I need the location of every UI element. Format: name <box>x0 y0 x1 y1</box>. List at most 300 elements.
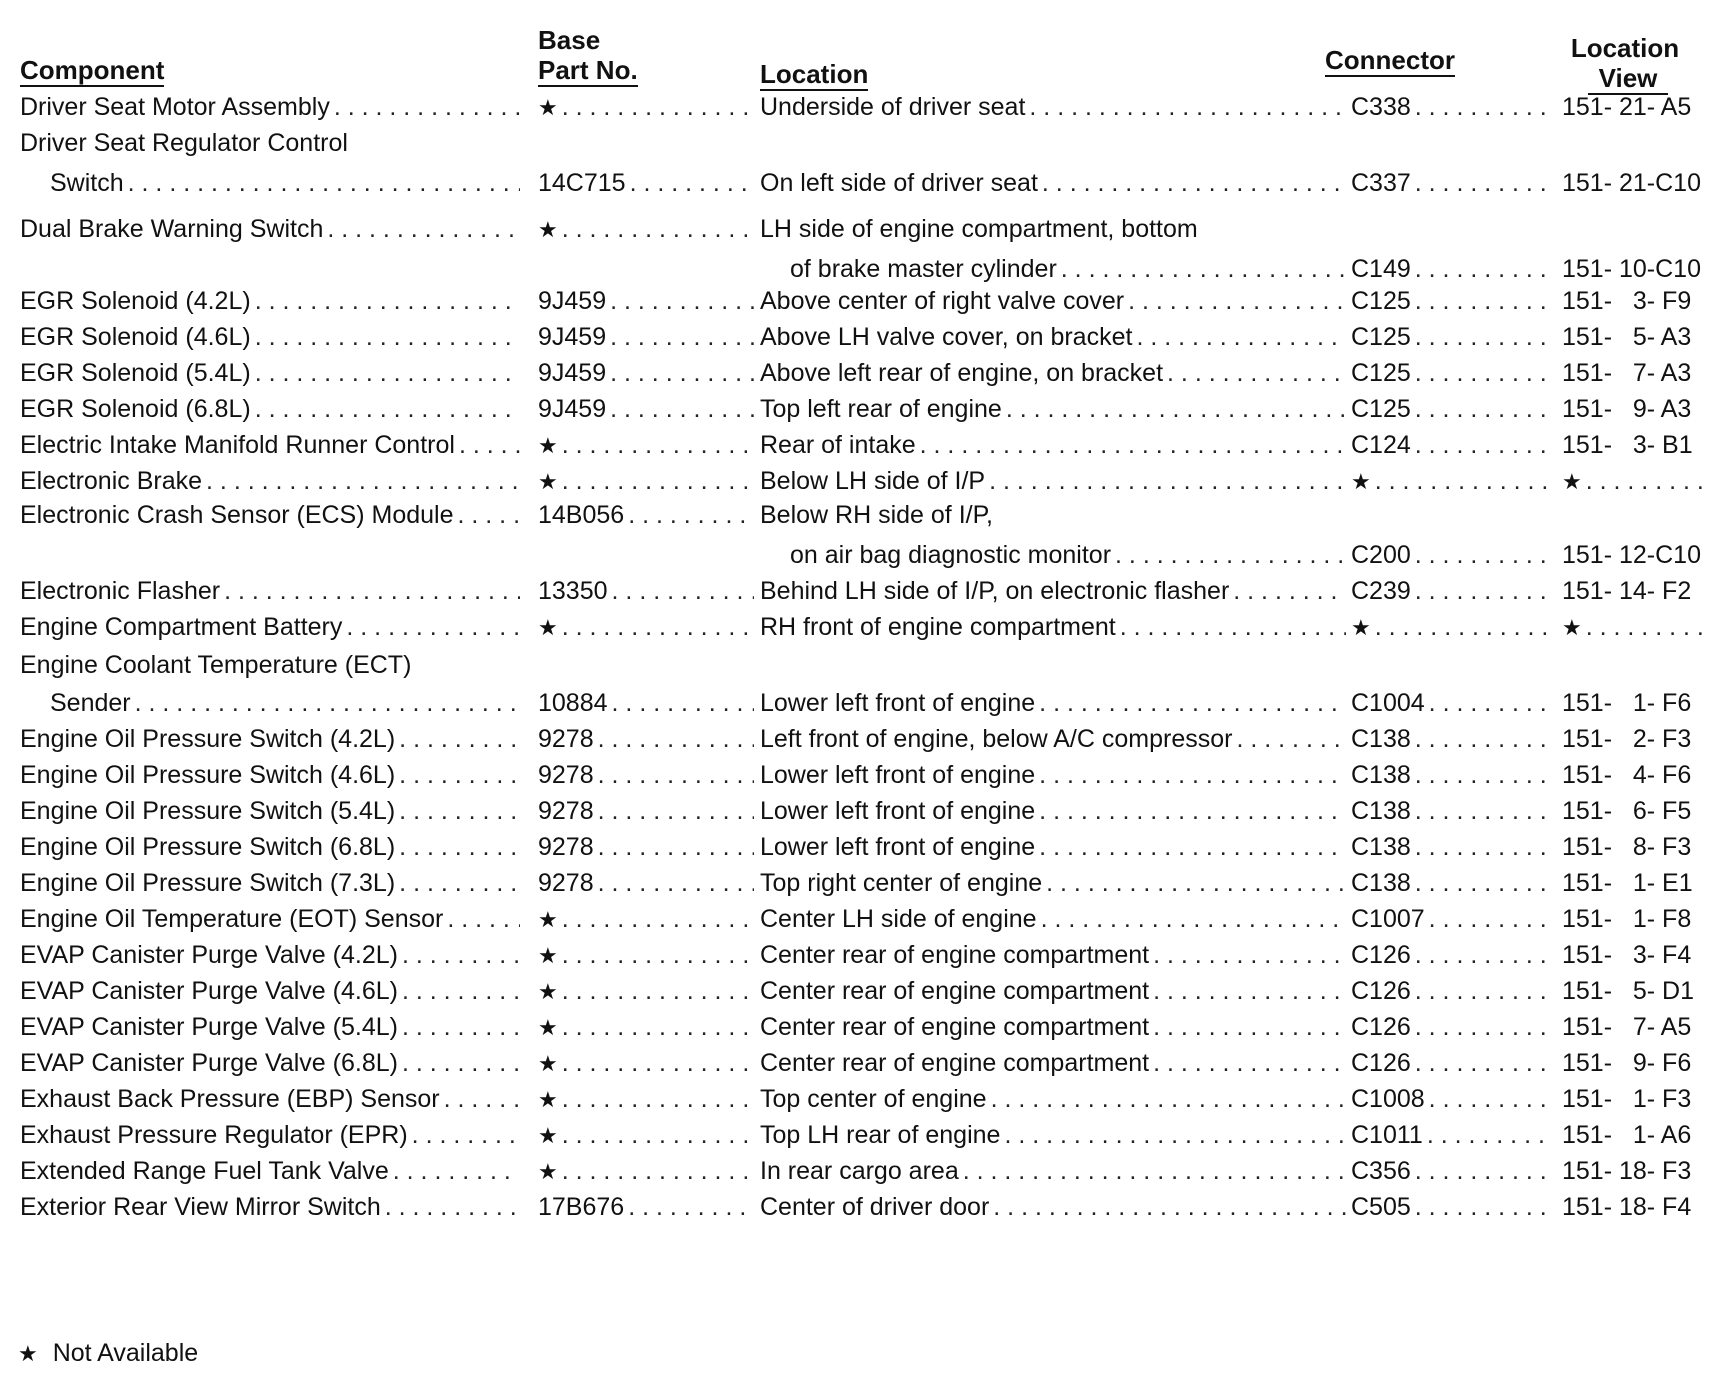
connector-cell <box>1351 904 1556 934</box>
location-view-cell <box>1562 1048 1712 1078</box>
location-cell-text: Center rear of engine compartment <box>760 941 1150 969</box>
part-no-cell <box>538 1048 756 1079</box>
connector-cell-text: C138 <box>1351 869 1411 897</box>
dot-leader <box>1429 904 1554 934</box>
connector-cell-text: C125 <box>1351 323 1411 351</box>
component-cell <box>20 214 522 244</box>
part-no-cell <box>538 358 756 388</box>
component-cell <box>20 976 522 1006</box>
dot-leader <box>1236 724 1346 754</box>
location-cell <box>760 612 1348 642</box>
location-view-cell-text: 151- 21- A5 <box>1562 93 1692 121</box>
component-cell-text: Engine Oil Pressure Switch (7.3L) <box>20 869 396 897</box>
component-cell-text: Electric Intake Manifold Runner Control <box>20 431 455 459</box>
connector-cell <box>1351 1120 1556 1150</box>
dot-leader <box>1233 576 1346 606</box>
location-cell <box>760 466 1348 496</box>
part-no-cell <box>538 832 756 862</box>
location-view-cell <box>1562 832 1712 862</box>
location-cell <box>760 796 1348 826</box>
component-cell <box>20 286 522 316</box>
part-no-cell-text: 14B056 <box>538 501 625 529</box>
component-cell-text: Driver Seat Regulator Control <box>20 129 348 157</box>
location-cell <box>760 868 1348 898</box>
location-cell <box>760 832 1348 862</box>
part-no-cell <box>538 430 756 461</box>
location-cell <box>760 940 1348 970</box>
part-no-cell-text: 9278 <box>538 761 594 789</box>
location-view-cell <box>1562 868 1712 898</box>
part-no-cell <box>538 688 756 718</box>
dot-leader <box>1415 394 1554 424</box>
connector-cell-text: C356 <box>1351 1157 1411 1185</box>
part-no-cell <box>538 466 756 497</box>
location-cell <box>760 214 1348 244</box>
header-location <box>760 59 868 91</box>
dot-leader <box>1586 612 1710 642</box>
location-cell-text: Center of driver door <box>760 1193 990 1221</box>
connector-cell <box>1351 92 1556 122</box>
location-cell <box>760 724 1348 754</box>
location-view-cell-text: 151- 6- F5 <box>1562 797 1692 825</box>
location-view-cell <box>1562 1120 1712 1150</box>
connector-cell <box>1351 724 1556 754</box>
header-location-view <box>1570 33 1680 95</box>
dot-leader <box>562 1084 754 1114</box>
component-cell-text: Switch <box>50 169 124 197</box>
location-cell-text: Top left rear of engine <box>760 395 1002 423</box>
location-view-cell <box>1562 576 1712 606</box>
location-view-cell <box>1562 358 1712 388</box>
location-view-cell-text: 151- 14- F2 <box>1562 577 1692 605</box>
component-cell <box>20 940 522 970</box>
component-cell-text: Engine Compartment Battery <box>20 613 343 641</box>
component-cell-text: Engine Oil Pressure Switch (5.4L) <box>20 797 396 825</box>
location-cell <box>760 1192 1348 1222</box>
location-cell <box>760 760 1348 790</box>
part-no-cell <box>538 1156 756 1187</box>
dot-leader <box>402 940 520 970</box>
location-cell-text: Lower left front of engine <box>760 689 1036 717</box>
component-cell <box>20 394 522 424</box>
dot-leader <box>1415 1192 1554 1222</box>
location-cell-text: Above LH valve cover, on bracket <box>760 323 1133 351</box>
location-cell-text: Above left rear of engine, on bracket <box>760 359 1164 387</box>
location-cell-text: Behind LH side of I/P, on electronic flasher <box>760 577 1230 605</box>
connector-cell-text: C239 <box>1351 577 1411 605</box>
dot-leader <box>399 868 520 898</box>
location-view-cell <box>1562 612 1712 643</box>
dot-leader <box>1415 940 1554 970</box>
component-cell-text: EGR Solenoid (4.6L) <box>20 323 251 351</box>
location-cell <box>760 1012 1348 1042</box>
dot-leader <box>1415 168 1554 198</box>
location-cell-text: Underside of driver seat <box>760 93 1026 121</box>
dot-leader <box>399 760 520 790</box>
dot-leader <box>412 1120 520 1150</box>
dot-leader <box>1586 466 1710 496</box>
dot-leader <box>612 688 754 718</box>
dot-leader <box>963 1156 1346 1186</box>
location-cell <box>760 1120 1348 1150</box>
header-component <box>20 55 164 87</box>
connector-cell-text: C126 <box>1351 1013 1411 1041</box>
component-cell-text: Engine Coolant Temperature (ECT) <box>20 651 412 679</box>
location-cell-text: Below RH side of I/P, <box>760 501 993 529</box>
location-view-cell <box>1562 1012 1712 1042</box>
dot-leader <box>1429 688 1554 718</box>
location-view-cell <box>1562 430 1712 460</box>
part-no-cell <box>538 92 756 123</box>
dot-leader <box>128 168 520 198</box>
connector-cell <box>1351 1048 1556 1078</box>
component-cell <box>50 688 522 718</box>
location-view-cell <box>1562 760 1712 790</box>
header-connector <box>1325 45 1455 77</box>
header-base-label: Base <box>538 25 601 55</box>
dot-leader <box>1042 168 1346 198</box>
part-no-cell <box>538 168 756 198</box>
component-cell-text: Electronic Flasher <box>20 577 221 605</box>
component-cell <box>20 612 522 642</box>
connector-cell <box>1351 832 1556 862</box>
part-no-cell <box>538 214 756 245</box>
location-view-cell-text: 151- 18- F3 <box>1562 1157 1692 1185</box>
part-no-cell-text: 9278 <box>538 797 594 825</box>
dot-leader <box>598 760 754 790</box>
dot-leader <box>1375 466 1554 496</box>
location-view-cell <box>1562 168 1712 198</box>
part-no-cell-text: 9J459 <box>538 359 607 387</box>
component-cell-text: Electronic Brake <box>20 467 203 495</box>
component-cell <box>20 358 522 388</box>
connector-cell <box>1351 688 1556 718</box>
dot-leader <box>1415 760 1554 790</box>
location-view-cell-text: 151- 9- F6 <box>1562 1049 1692 1077</box>
dot-leader <box>1128 286 1346 316</box>
part-no-cell-text: ★ <box>538 95 558 120</box>
part-no-cell <box>538 904 756 935</box>
location-view-cell <box>1562 796 1712 826</box>
dot-leader <box>402 1048 520 1078</box>
location-view-cell <box>1562 394 1712 424</box>
dot-leader <box>598 796 754 826</box>
connector-cell <box>1351 466 1556 497</box>
dot-leader <box>206 466 520 496</box>
location-cell <box>760 1156 1348 1186</box>
location-view-cell-text: 151- 3- B1 <box>1562 431 1693 459</box>
connector-cell-text: C338 <box>1351 93 1411 121</box>
dot-leader <box>1029 92 1346 122</box>
dot-leader <box>1120 612 1346 642</box>
dot-leader <box>562 92 754 122</box>
component-cell-text: EVAP Canister Purge Valve (6.8L) <box>20 1049 398 1077</box>
dot-leader <box>562 1012 754 1042</box>
location-view-cell-text: 151- 1- F8 <box>1562 905 1692 933</box>
part-no-cell <box>538 322 756 352</box>
connector-cell <box>1351 358 1556 388</box>
dot-leader <box>399 832 520 862</box>
location-view-cell <box>1562 286 1712 316</box>
connector-cell-text: C126 <box>1351 1049 1411 1077</box>
dot-leader <box>993 1192 1346 1222</box>
dot-leader <box>1415 1012 1554 1042</box>
component-cell-text: Dual Brake Warning Switch <box>20 215 324 243</box>
location-cell-text: Center rear of engine compartment <box>760 977 1150 1005</box>
component-cell-text: EGR Solenoid (4.2L) <box>20 287 251 315</box>
connector-cell <box>1351 322 1556 352</box>
connector-cell <box>1351 1156 1556 1186</box>
component-cell-text: Engine Oil Pressure Switch (4.6L) <box>20 761 396 789</box>
dot-leader <box>402 976 520 1006</box>
part-no-cell <box>538 1084 756 1115</box>
dot-leader <box>399 724 520 754</box>
location-view-cell-text: 151- 9- A3 <box>1562 395 1692 423</box>
component-cell <box>20 650 522 680</box>
dot-leader <box>1136 322 1346 352</box>
dot-leader <box>1167 358 1346 388</box>
part-no-cell <box>538 612 756 643</box>
connector-cell-text: C149 <box>1351 255 1411 283</box>
connector-cell-text: C1008 <box>1351 1085 1425 1113</box>
dot-leader <box>1415 1156 1554 1186</box>
dot-leader <box>1415 540 1554 570</box>
location-view-cell-text: 151- 5- D1 <box>1562 977 1695 1005</box>
location-cell-text: Lower left front of engine <box>760 797 1036 825</box>
location-view-cell-text: 151- 1- F6 <box>1562 689 1692 717</box>
dot-leader <box>1006 394 1346 424</box>
dot-leader <box>1041 904 1346 934</box>
connector-cell-text: C126 <box>1351 977 1411 1005</box>
part-no-cell-text: ★ <box>538 1159 558 1184</box>
location-cell-text: Top right center of engine <box>760 869 1043 897</box>
part-no-cell <box>538 940 756 971</box>
dot-leader <box>459 430 520 460</box>
location-view-cell-text: 151- 3- F9 <box>1562 287 1692 315</box>
dot-leader <box>393 1156 520 1186</box>
location-view-cell-text: 151- 10-C10 <box>1562 255 1701 283</box>
component-cell-text: Electronic Crash Sensor (ECS) Module <box>20 501 454 529</box>
dot-leader <box>1004 1120 1346 1150</box>
dot-leader <box>385 1192 520 1222</box>
part-no-cell-text: ★ <box>538 979 558 1004</box>
dot-leader <box>1415 796 1554 826</box>
component-cell-text: Driver Seat Motor Assembly <box>20 93 330 121</box>
dot-leader <box>1415 430 1554 460</box>
connector-cell <box>1351 940 1556 970</box>
connector-cell-text: C1004 <box>1351 689 1425 717</box>
dot-leader <box>630 168 754 198</box>
location-view-cell-text: 151- 21-C10 <box>1562 169 1701 197</box>
dot-leader <box>224 576 520 606</box>
connector-cell <box>1351 254 1556 284</box>
component-cell-text: EVAP Canister Purge Valve (4.2L) <box>20 941 398 969</box>
location-cell <box>760 168 1348 198</box>
header-connector-label: Connector <box>1325 45 1455 75</box>
location-cell <box>790 540 1348 570</box>
location-cell-text: Center LH side of engine <box>760 905 1037 933</box>
connector-cell-text: C138 <box>1351 761 1411 789</box>
dot-leader <box>1415 976 1554 1006</box>
part-no-cell <box>538 1120 756 1151</box>
location-view-cell-text: 151- 8- F3 <box>1562 833 1692 861</box>
location-view-cell <box>1562 688 1712 718</box>
component-cell-text: EVAP Canister Purge Valve (4.6L) <box>20 977 398 1005</box>
part-no-cell-text: ★ <box>538 469 558 494</box>
component-cell <box>20 576 522 606</box>
part-no-cell <box>538 286 756 316</box>
location-view-cell-text: 151- 1- F3 <box>1562 1085 1692 1113</box>
location-cell <box>760 576 1348 606</box>
footnote-text: Not Available <box>52 1339 199 1367</box>
component-cell <box>20 92 522 122</box>
dot-leader <box>598 868 754 898</box>
location-cell-text: LH side of engine compartment, bottom <box>760 215 1198 243</box>
dot-leader <box>610 394 754 424</box>
location-cell-text: Top LH rear of engine <box>760 1121 1001 1149</box>
component-cell-text: Exterior Rear View Mirror Switch <box>20 1193 381 1221</box>
part-no-cell <box>538 724 756 754</box>
component-cell <box>20 1192 522 1222</box>
dot-leader <box>1427 1120 1554 1150</box>
connector-cell <box>1351 430 1556 460</box>
location-view-cell-text: 151- 5- A3 <box>1562 323 1692 351</box>
dot-leader <box>1046 868 1346 898</box>
dot-leader <box>1415 868 1554 898</box>
part-no-cell <box>538 1192 756 1222</box>
dot-leader <box>991 1084 1346 1114</box>
component-cell <box>20 1048 522 1078</box>
component-cell <box>20 430 522 460</box>
dot-leader <box>562 1156 754 1186</box>
dot-leader <box>1153 1048 1346 1078</box>
dot-leader <box>402 1012 520 1042</box>
dot-leader <box>327 214 520 244</box>
location-view-cell <box>1562 466 1712 497</box>
part-no-cell-text: 13350 <box>538 577 608 605</box>
location-cell <box>760 92 1348 122</box>
dot-leader <box>1415 832 1554 862</box>
connector-cell <box>1351 1084 1556 1114</box>
part-no-cell <box>538 976 756 1007</box>
connector-cell <box>1351 976 1556 1006</box>
location-view-cell-text: 151- 18- F4 <box>1562 1193 1692 1221</box>
part-no-cell <box>538 394 756 424</box>
component-cell-text: Engine Oil Pressure Switch (4.2L) <box>20 725 396 753</box>
location-cell <box>760 1084 1348 1114</box>
component-cell <box>20 466 522 496</box>
component-cell <box>20 1120 522 1150</box>
component-cell <box>20 760 522 790</box>
component-cell-text: EGR Solenoid (6.8L) <box>20 395 251 423</box>
dot-leader <box>1153 976 1346 1006</box>
connector-cell-text: C505 <box>1351 1193 1411 1221</box>
location-cell-text: on air bag diagnostic monitor <box>790 541 1112 569</box>
dot-leader <box>1415 576 1554 606</box>
dot-leader <box>562 904 754 934</box>
header-location-view-line2: View <box>1588 63 1668 95</box>
dot-leader <box>458 500 521 530</box>
location-cell <box>760 688 1348 718</box>
dot-leader <box>255 286 520 316</box>
part-no-cell <box>538 576 756 606</box>
connector-cell <box>1351 168 1556 198</box>
part-no-cell-text: 14C715 <box>538 169 626 197</box>
location-cell-text: Above center of right valve cover <box>760 287 1125 315</box>
connector-cell-text: C125 <box>1351 359 1411 387</box>
location-cell-text: Lower left front of engine <box>760 833 1036 861</box>
connector-cell-text: C125 <box>1351 287 1411 315</box>
component-cell <box>20 128 522 158</box>
location-cell <box>760 904 1348 934</box>
location-view-cell-text: 151- 1- A6 <box>1562 1121 1692 1149</box>
location-cell-text: In rear cargo area <box>760 1157 959 1185</box>
part-no-cell-text: 9J459 <box>538 287 607 315</box>
dot-leader <box>562 1120 754 1150</box>
dot-leader <box>255 358 520 388</box>
location-cell-text: Center rear of engine compartment <box>760 1049 1150 1077</box>
location-view-cell <box>1562 254 1712 284</box>
location-view-cell <box>1562 1084 1712 1114</box>
component-cell <box>20 500 522 530</box>
part-no-cell <box>538 760 756 790</box>
location-view-cell <box>1562 92 1712 122</box>
dot-leader <box>1061 254 1346 284</box>
header-location-view-line1: Location <box>1570 33 1680 63</box>
dot-leader <box>399 796 520 826</box>
location-cell-text: Rear of intake <box>760 431 916 459</box>
location-cell-text: RH front of engine compartment <box>760 613 1116 641</box>
part-no-cell <box>538 868 756 898</box>
component-cell-text: Sender <box>50 689 131 717</box>
location-view-cell-text: 151- 7- A3 <box>1562 359 1692 387</box>
connector-cell <box>1351 576 1556 606</box>
dot-leader <box>562 466 754 496</box>
part-no-cell-text: 9J459 <box>538 395 607 423</box>
location-cell <box>760 976 1348 1006</box>
component-cell <box>20 832 522 862</box>
location-cell-text: Top center of engine <box>760 1085 987 1113</box>
connector-cell-text: C138 <box>1351 725 1411 753</box>
part-no-cell-text: 9278 <box>538 725 594 753</box>
dot-leader <box>989 466 1346 496</box>
component-cell-text: Exhaust Back Pressure (EBP) Sensor <box>20 1085 440 1113</box>
component-cell <box>20 868 522 898</box>
connector-cell-text: C124 <box>1351 431 1411 459</box>
connector-cell-text: C1011 <box>1351 1121 1423 1149</box>
location-view-cell-text: ★ <box>1562 469 1582 494</box>
location-cell <box>760 286 1348 316</box>
dot-leader <box>610 286 754 316</box>
part-no-cell-text: 17B676 <box>538 1193 625 1221</box>
component-cell <box>20 904 522 934</box>
component-cell-text: Engine Oil Temperature (EOT) Sensor <box>20 905 444 933</box>
location-cell <box>760 358 1348 388</box>
connector-cell-text: ★ <box>1351 469 1371 494</box>
dot-leader <box>562 612 754 642</box>
dot-leader <box>255 322 520 352</box>
location-cell <box>760 430 1348 460</box>
part-no-cell <box>538 796 756 826</box>
dot-leader <box>598 724 754 754</box>
location-view-cell <box>1562 724 1712 754</box>
header-base-part-no <box>538 25 638 87</box>
connector-cell <box>1351 612 1556 643</box>
dot-leader <box>920 430 1346 460</box>
location-view-cell <box>1562 904 1712 934</box>
part-no-cell-text: 10884 <box>538 689 608 717</box>
location-cell-text: Below LH side of I/P <box>760 467 986 495</box>
